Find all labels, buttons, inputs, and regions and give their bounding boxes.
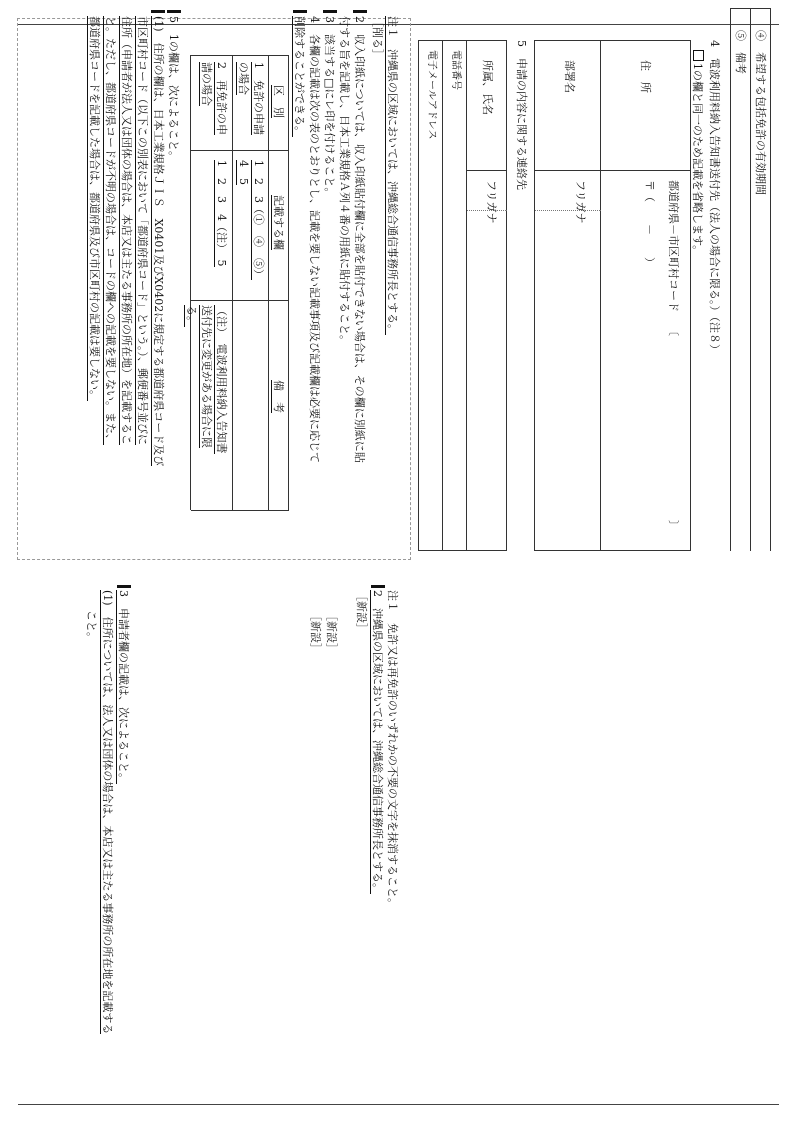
upper-note3: 3 該当する□にレ印を付けること。 xyxy=(323,16,336,199)
dept-furigana-label: フリガナ xyxy=(574,180,587,224)
upper-note5-line2: 市区町村コード（以下この別表において「都道府県コード」という。）、郵便番号並びに xyxy=(136,16,149,445)
pref-code-label: 都道府県－市区町村コード xyxy=(667,180,680,312)
row-line xyxy=(730,8,731,551)
new-marker-3: ［新設］ xyxy=(309,610,322,654)
box-line xyxy=(535,40,691,41)
row-line xyxy=(770,8,771,551)
new-marker-2: ［新設］ xyxy=(325,610,338,654)
postal-code-field[interactable]: 〒（ － ） xyxy=(643,180,656,268)
table-line xyxy=(288,55,289,510)
lower-note2: 2 沖縄県の区域においては、沖縄総合通信事務所長とする。 xyxy=(371,590,384,894)
table-line xyxy=(191,510,289,511)
name-label: 所属、氏名 xyxy=(481,60,494,115)
pref-code-open-bracket: 〔 xyxy=(667,325,680,336)
name-furigana-label: フリガナ xyxy=(485,180,498,224)
table-cell: （注） 電波利用料納入告知書 xyxy=(215,305,228,454)
table-line xyxy=(190,55,191,510)
table-header-remarks: 備 考 xyxy=(272,380,285,413)
box-line xyxy=(418,40,419,551)
table-line xyxy=(232,55,233,510)
table-cell: の場合 xyxy=(237,62,250,95)
pref-code-close-bracket: 〕 xyxy=(667,520,680,531)
item5-title: 5 申請の内容に関する連絡先 xyxy=(515,40,528,190)
box-line xyxy=(467,170,507,171)
table-cell: る。 xyxy=(185,305,198,327)
lower-note1: 注１ 免許又は再免許のいずれかの不要の文字を抹消すること。 xyxy=(386,590,399,909)
address-label: 住 所 xyxy=(639,60,652,93)
deleted-marker: ［削る］ xyxy=(371,16,384,60)
row4-label: ④ 希望する包括免許の有効期間 xyxy=(754,30,767,195)
item4-title: 4 電波利用料納入告知書送付先（法人の場合に限る。）（注８） xyxy=(708,40,721,355)
box-line xyxy=(690,40,691,551)
upper-note5-line5: 都道府県コードを記載した場合は、都道府県及び市区町村の記載は要しない。 xyxy=(88,16,101,401)
table-cell: 1 免許の申請 xyxy=(252,62,265,135)
table-line xyxy=(191,150,289,151)
row-line xyxy=(731,8,771,9)
row-line xyxy=(750,8,751,551)
change-bar xyxy=(117,585,131,588)
box-line xyxy=(419,40,507,41)
box-line xyxy=(506,40,507,551)
upper-note5-line3: 住所（申請者が法人又は団体の場合は、本店又は主たる事務所の所在地）を記載するこ xyxy=(120,16,133,445)
table-line xyxy=(268,55,269,510)
table-header-category: 区 別 xyxy=(272,85,285,118)
box-line xyxy=(534,40,535,551)
box-line xyxy=(442,40,443,551)
item4-check-label: 1の欄と同一のため記載を省略します。 xyxy=(691,63,704,257)
lower-note3-line1: (1) 住所については、法人又は団体の場合は、本店又は主たる事務所の所在地を記載する xyxy=(101,590,114,1035)
table-line xyxy=(191,300,289,301)
change-bar xyxy=(151,10,165,13)
change-bar xyxy=(167,10,181,13)
table-header-fields: 記載する欄 xyxy=(272,195,285,250)
upper-note5-line4: と。ただし、都道府県コードが不明の場合は、コードの欄への記載を要しない。また、 xyxy=(104,16,117,445)
upper-note4b: 削除することができる。 xyxy=(293,16,306,137)
lower-note3-line2: こと。 xyxy=(85,610,98,643)
furigana-divider xyxy=(535,210,601,211)
box-line xyxy=(600,40,601,551)
table-cell: 1 2 3 4（注） 5 xyxy=(215,160,228,267)
box-line xyxy=(466,40,467,551)
change-bar xyxy=(353,10,367,13)
table-cell: 送付先に変更がある場合に限 xyxy=(200,305,213,448)
upper-note1: 注１ 沖縄県の区域においては、沖縄総合通信事務所長とする。 xyxy=(386,16,399,335)
upper-note2b: 付する旨を記載し、日本工業規格Ａ列４番の用紙に貼付すること。 xyxy=(338,16,351,346)
lower-note3: 3 申請者欄の記載は、次によること。 xyxy=(117,590,130,784)
upper-note4a: 4 各欄の記載は次の表のとおりとし、記載を要しない記載事項及び記載欄は必要に応じて xyxy=(308,16,321,463)
change-bar xyxy=(323,10,337,13)
box-line xyxy=(535,170,691,171)
table-cell: 2 再免許の申 xyxy=(215,62,228,135)
table-cell: 4 5 xyxy=(237,160,250,185)
checkbox-icon xyxy=(693,50,704,61)
email-label: 電子メールアドレス xyxy=(426,50,437,140)
table-cell: 1 2 3（① ④ ⑤） xyxy=(252,160,265,280)
item4-omit-checkbox[interactable] xyxy=(692,50,704,256)
table-cell: 請の場合 xyxy=(200,62,213,106)
table-line xyxy=(191,55,289,56)
upper-note2a: 2 収入印紙については、収入印紙貼付欄に全部を貼付できない場合は、その欄に別紙に貼 xyxy=(353,16,366,463)
new-marker-1: ［新設］ xyxy=(355,590,368,634)
change-bar xyxy=(371,585,385,588)
upper-note5: 5 1の欄は、次によること。 xyxy=(167,16,180,162)
row5-label: ⑤ 備考 xyxy=(734,30,747,74)
upper-note5-line1: (1) 住所の欄は、日本工業規格ＪＩＳ X0401及びX0402に規定する都道府県コード及び xyxy=(152,16,165,467)
phone-label: 電話番号 xyxy=(450,50,461,90)
dept-label: 部署名 xyxy=(563,60,576,93)
change-bar xyxy=(293,10,307,13)
box-line xyxy=(419,550,507,551)
box-line xyxy=(535,550,691,551)
